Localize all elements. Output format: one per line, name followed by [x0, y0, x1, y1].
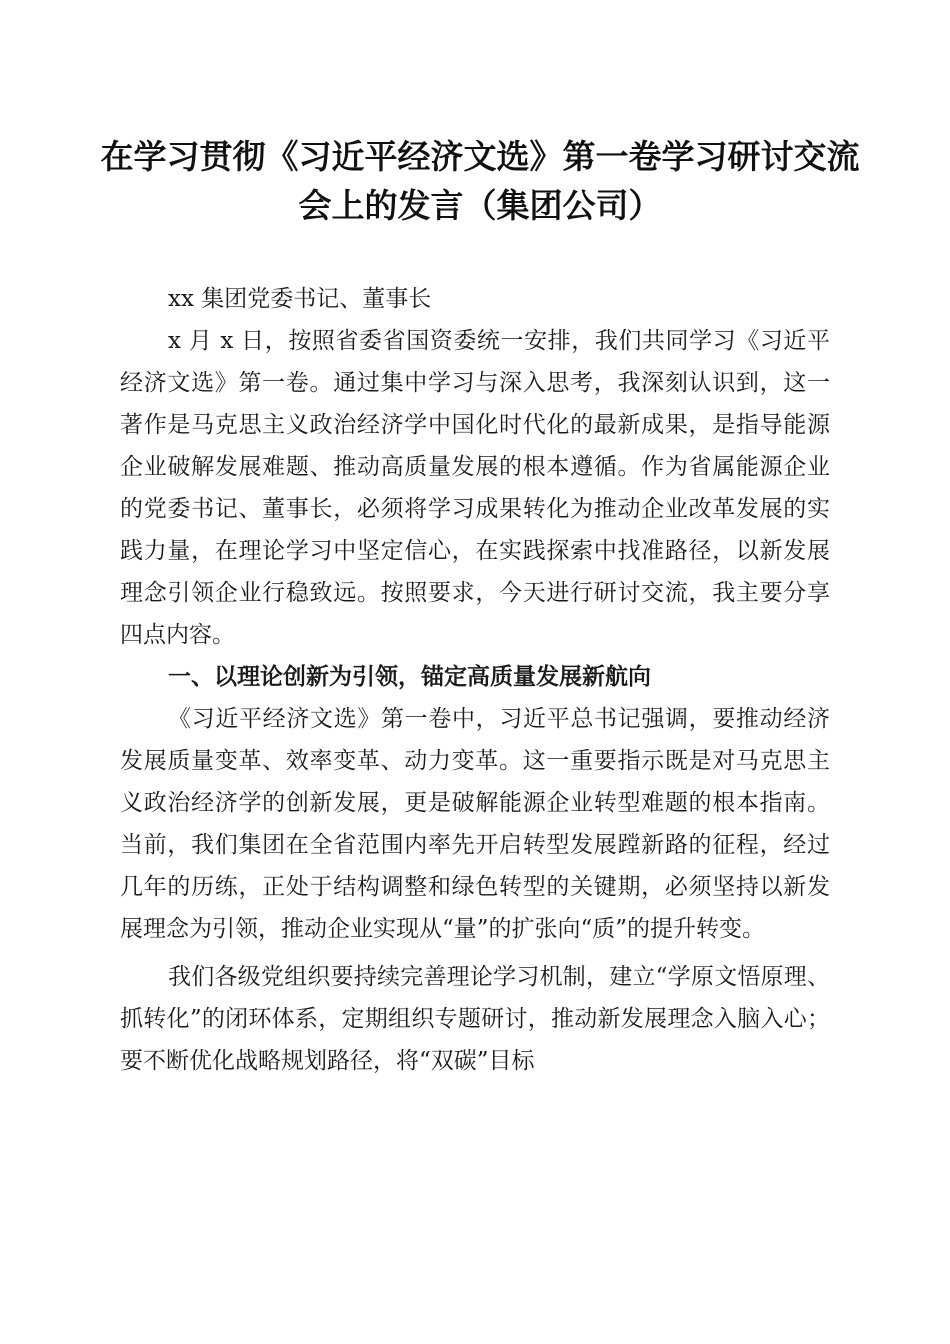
- section1-paragraph-2: 我们各级党组织要持续完善理论学习机制，建立“学原文悟原理、抓转化”的闭环体系，定期组织专题研讨，推动新发展理念入脑入心；要不断优化战略规划路径，将“双碳”目标: [120, 964, 830, 1074]
- intro-paragraph: x 月 x 日，按照省委省国资委统一安排，我们共同学习《习近平经济文选》第一卷。通过集中学习与深入思考，我深刻认识到，这一著作是马克思主义政治经济学中国化时代化的最新成果，是指导能源企业破解发展难题、推动高质量发展的根本遵循。作为省属能源企业的党委书记、董事长，必须将学习成果转化为推动企业改革发展的实践力量，在理论学习中坚定信心，在实践探索中找准路径，以新发展理念引领企业行稳致远。按照要求，今天进行研讨交流，我主要分享四点内容。: [120, 328, 830, 648]
- author-line: xx 集团党委书记、董事长: [168, 286, 432, 312]
- section1-paragraph-1: 《习近平经济文选》第一卷中，习近平总书记强调，要推动经济发展质量变革、效率变革、动力变革。这一重要指示既是对马克思主义政治经济学的创新发展，更是破解能源企业转型难题的根本指南。当前，我们集团在全省范围内率先开启转型发展蹚新路的征程，经过几年的历练，正处于结构调整和绿色转型的关键期，必须坚持以新发展理念为引领，推动企业实现从“量”的扩张向“质”的提升转变。: [120, 706, 830, 942]
- document-title: 在学习贯彻《习近平经济文选》第一卷学习研讨交流会上的发言（集团公司）: [100, 137, 860, 225]
- section-heading-1: 一、以理论创新为引领，锚定高质量发展新航向: [168, 664, 651, 690]
- document-body: [120, 278, 830, 1082]
